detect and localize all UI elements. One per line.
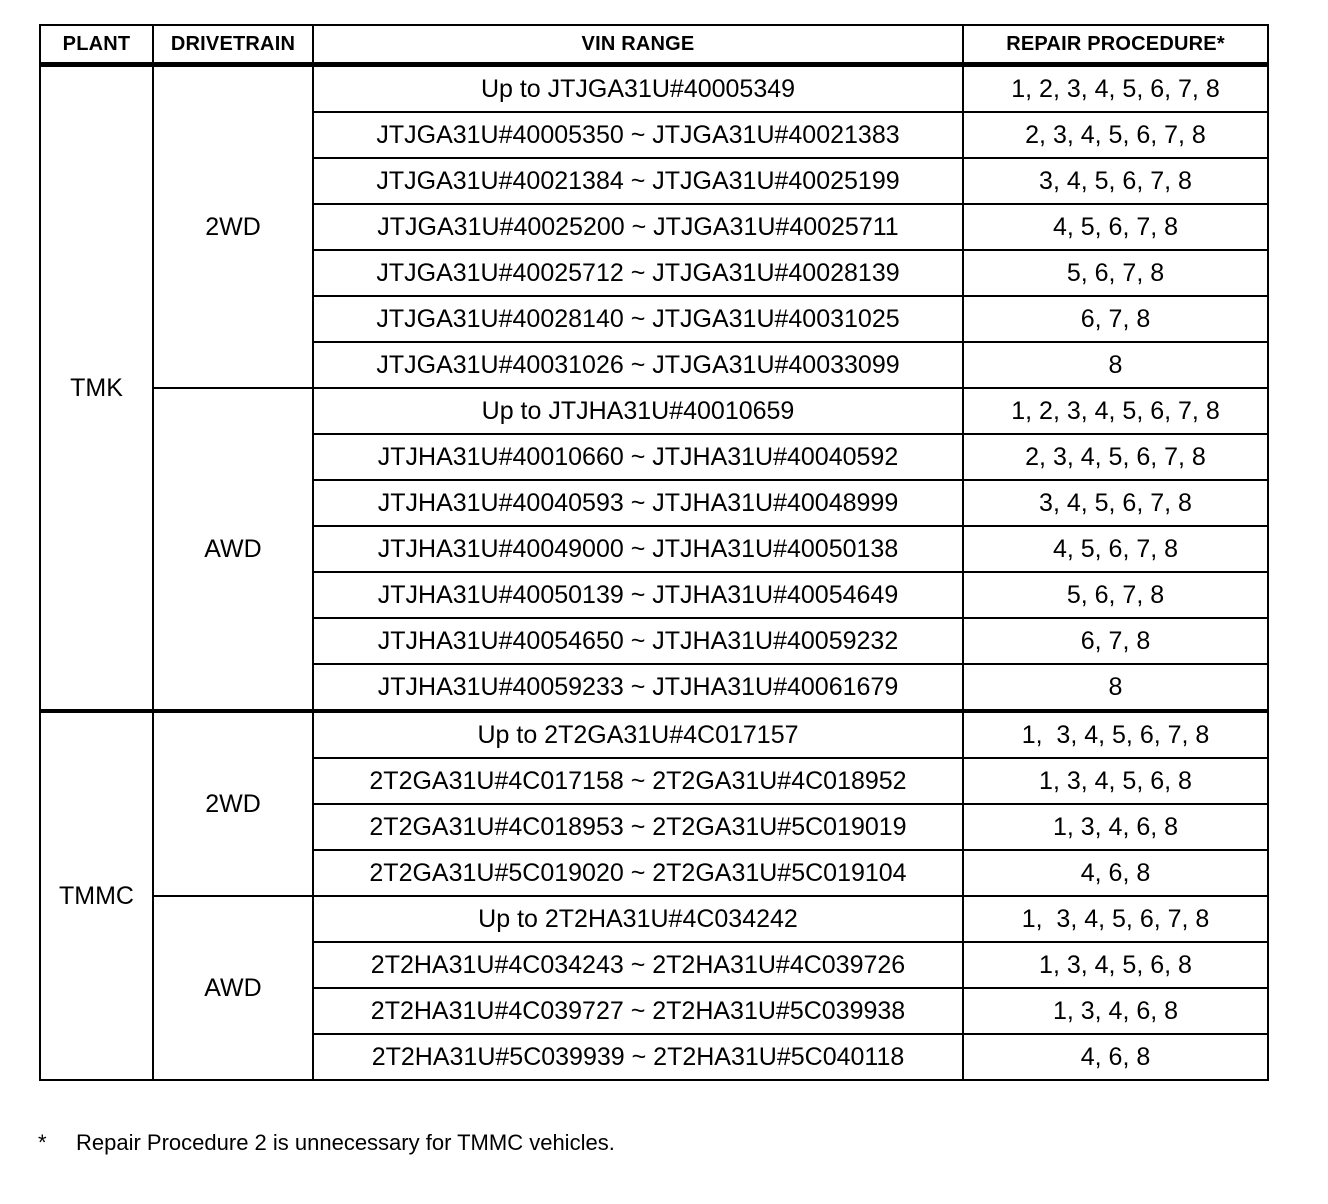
- repair-procedure-cell: 8: [963, 342, 1268, 388]
- repair-procedure-cell: 4, 5, 6, 7, 8: [963, 526, 1268, 572]
- drivetrain-cell: AWD: [153, 896, 313, 1080]
- vin-range-cell: 2T2GA31U#5C019020 ~ 2T2GA31U#5C019104: [313, 850, 963, 896]
- header-vin-range: VIN RANGE: [313, 25, 963, 65]
- header-drivetrain: DRIVETRAIN: [153, 25, 313, 65]
- header-row: [40, 25, 1268, 65]
- vin-range-cell: 2T2HA31U#5C039939 ~ 2T2HA31U#5C040118: [313, 1034, 963, 1080]
- table-row: [40, 711, 1268, 758]
- vin-range-cell: Up to JTJHA31U#40010659: [313, 388, 963, 434]
- vin-range-cell: JTJGA31U#40021384 ~ JTJGA31U#40025199: [313, 158, 963, 204]
- vin-range-cell: 2T2HA31U#4C034243 ~ 2T2HA31U#4C039726: [313, 942, 963, 988]
- repair-procedure-cell: 1, 3, 4, 5, 6, 8: [963, 942, 1268, 988]
- table-row: [40, 65, 1268, 113]
- repair-procedure-cell: 4, 6, 8: [963, 1034, 1268, 1080]
- vin-range-cell: JTJGA31U#40025200 ~ JTJGA31U#40025711: [313, 204, 963, 250]
- table-row: [40, 896, 1268, 942]
- drivetrain-cell: AWD: [153, 388, 313, 711]
- vin-repair-table: [39, 24, 1269, 1081]
- repair-procedure-cell: 6, 7, 8: [963, 618, 1268, 664]
- footnote: [38, 1130, 615, 1156]
- vin-range-cell: 2T2HA31U#4C039727 ~ 2T2HA31U#5C039938: [313, 988, 963, 1034]
- vin-range-cell: JTJGA31U#40031026 ~ JTJGA31U#40033099: [313, 342, 963, 388]
- drivetrain-cell: 2WD: [153, 711, 313, 896]
- vin-range-cell: JTJGA31U#40005350 ~ JTJGA31U#40021383: [313, 112, 963, 158]
- repair-procedure-cell: 6, 7, 8: [963, 296, 1268, 342]
- footnote-text: Repair Procedure 2 is unnecessary for TMMC vehicles.: [76, 1130, 615, 1155]
- repair-procedure-cell: 1, 2, 3, 4, 5, 6, 7, 8: [963, 65, 1268, 113]
- repair-procedure-cell: 3, 4, 5, 6, 7, 8: [963, 158, 1268, 204]
- drivetrain-cell: 2WD: [153, 65, 313, 389]
- footnote-marker: *: [38, 1130, 47, 1155]
- repair-procedure-cell: 2, 3, 4, 5, 6, 7, 8: [963, 112, 1268, 158]
- vin-range-cell: Up to JTJGA31U#40005349: [313, 65, 963, 113]
- header-repair-procedure: REPAIR PROCEDURE*: [963, 25, 1268, 65]
- plant-cell: TMMC: [40, 711, 153, 1080]
- table-row: [40, 388, 1268, 434]
- vin-range-cell: JTJHA31U#40054650 ~ JTJHA31U#40059232: [313, 618, 963, 664]
- header-plant: PLANT: [40, 25, 153, 65]
- vin-range-cell: JTJGA31U#40025712 ~ JTJGA31U#40028139: [313, 250, 963, 296]
- vin-range-cell: 2T2GA31U#4C017158 ~ 2T2GA31U#4C018952: [313, 758, 963, 804]
- vin-range-cell: JTJHA31U#40049000 ~ JTJHA31U#40050138: [313, 526, 963, 572]
- repair-procedure-cell: 4, 6, 8: [963, 850, 1268, 896]
- vin-range-cell: JTJGA31U#40028140 ~ JTJGA31U#40031025: [313, 296, 963, 342]
- repair-procedure-cell: 1, 3, 4, 6, 8: [963, 804, 1268, 850]
- repair-procedure-cell: 3, 4, 5, 6, 7, 8: [963, 480, 1268, 526]
- vin-range-cell: JTJHA31U#40059233 ~ JTJHA31U#40061679: [313, 664, 963, 711]
- vin-range-cell: 2T2GA31U#4C018953 ~ 2T2GA31U#5C019019: [313, 804, 963, 850]
- repair-procedure-cell: 1, 2, 3, 4, 5, 6, 7, 8: [963, 388, 1268, 434]
- vin-range-cell: Up to 2T2HA31U#4C034242: [313, 896, 963, 942]
- repair-procedure-cell: 1, 3, 4, 5, 6, 7, 8: [963, 896, 1268, 942]
- table-body: [40, 65, 1268, 1081]
- repair-procedure-cell: 1, 3, 4, 5, 6, 7, 8: [963, 711, 1268, 758]
- vin-range-cell: JTJHA31U#40050139 ~ JTJHA31U#40054649: [313, 572, 963, 618]
- repair-procedure-cell: 2, 3, 4, 5, 6, 7, 8: [963, 434, 1268, 480]
- plant-cell: TMK: [40, 65, 153, 712]
- vin-range-cell: JTJHA31U#40010660 ~ JTJHA31U#40040592: [313, 434, 963, 480]
- repair-procedure-cell: 4, 5, 6, 7, 8: [963, 204, 1268, 250]
- repair-procedure-cell: 1, 3, 4, 6, 8: [963, 988, 1268, 1034]
- vin-range-cell: JTJHA31U#40040593 ~ JTJHA31U#40048999: [313, 480, 963, 526]
- repair-procedure-cell: 8: [963, 664, 1268, 711]
- vin-range-cell: Up to 2T2GA31U#4C017157: [313, 711, 963, 758]
- repair-procedure-cell: 5, 6, 7, 8: [963, 250, 1268, 296]
- repair-procedure-cell: 1, 3, 4, 5, 6, 8: [963, 758, 1268, 804]
- repair-procedure-cell: 5, 6, 7, 8: [963, 572, 1268, 618]
